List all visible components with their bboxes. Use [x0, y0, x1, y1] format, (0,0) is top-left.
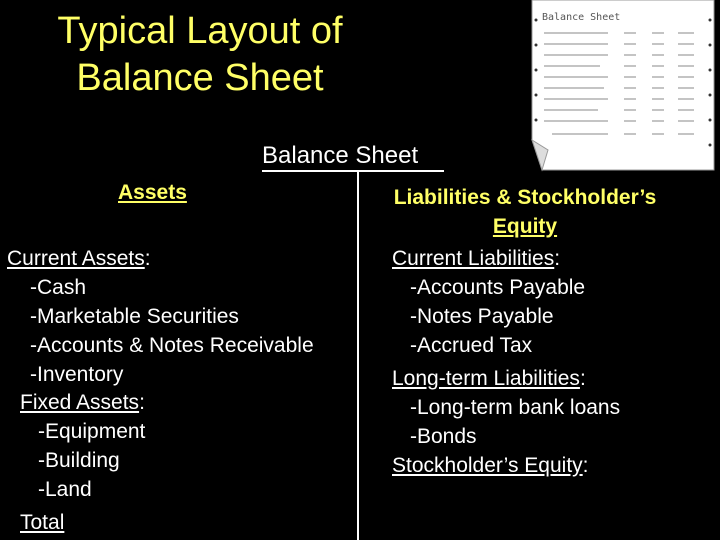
fixed-assets-text: Fixed Assets: [20, 391, 140, 414]
assets-heading: Assets: [118, 181, 187, 204]
stockholders-equity-label: [392, 452, 589, 480]
thumbnail-label: Balance Sheet: [542, 12, 621, 23]
slide-title: [30, 8, 370, 102]
fixed-assets-label: [20, 389, 145, 417]
asset-item: -Inventory: [30, 363, 124, 386]
longterm-liabilities-text: Long-term Liabilities: [392, 367, 580, 390]
total-label: Total: [20, 511, 65, 534]
colon: :: [582, 454, 589, 477]
asset-item: -Accounts & Notes Receivable: [30, 334, 314, 357]
colon: :: [139, 391, 145, 414]
liability-item: -Accounts Payable: [410, 276, 586, 299]
liabilities-heading-line-2: Equity: [492, 215, 558, 238]
colon: :: [144, 247, 151, 270]
column-divider: [357, 170, 359, 540]
stockholders-equity-text: Stockholder’s Equity: [392, 454, 583, 477]
liability-item: -Long-term bank loans: [410, 396, 621, 419]
current-assets-label: [7, 245, 151, 273]
colon: :: [554, 247, 561, 270]
current-liabilities-label: [392, 245, 560, 273]
liability-item: -Notes Payable: [410, 305, 554, 328]
liabilities-heading: [360, 183, 690, 241]
longterm-liabilities-label: [392, 365, 586, 393]
balance-sheet-heading: Balance Sheet: [262, 142, 419, 169]
asset-item: -Cash: [30, 276, 87, 299]
current-assets-text: Current Assets: [7, 247, 145, 270]
asset-item: -Land: [38, 478, 92, 501]
heading-underline: [262, 170, 444, 172]
balance-sheet-thumbnail: [528, 0, 720, 178]
liability-item: -Accrued Tax: [410, 334, 533, 357]
liability-item: -Bonds: [410, 425, 477, 448]
current-liabilities-text: Current Liabilities: [392, 247, 555, 270]
title-line-1: Typical Layout of: [57, 10, 343, 52]
colon: :: [579, 367, 586, 390]
asset-item: -Equipment: [38, 420, 146, 443]
liabilities-heading-line-1: Liabilities & Stockholder’s: [393, 186, 657, 209]
asset-item: -Building: [38, 449, 120, 472]
title-line-2: Balance Sheet: [76, 57, 324, 99]
asset-item: -Marketable Securities: [30, 305, 239, 328]
